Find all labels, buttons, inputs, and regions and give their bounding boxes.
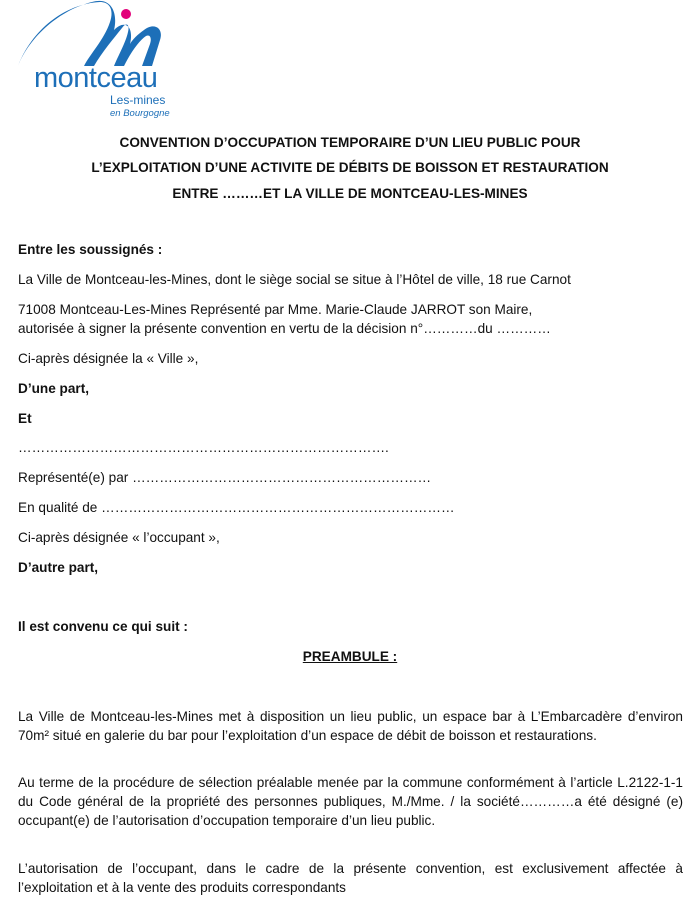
occupant-name-blank: ……………………………………………………………………….	[18, 440, 389, 455]
document-title-line-3: ENTRE ………ET LA VILLE DE MONTCEAU-LES-MINES	[172, 186, 528, 201]
ville-address-line-1: La Ville de Montceau-les-Mines, dont le siège social se situe à l’Hôtel de ville, 18 rue Carnot	[18, 272, 571, 287]
logo-wordmark: montceau	[34, 62, 158, 94]
preamble-paragraph-2: Au terme de la procédure de sélection préalable menée par la commune conformément à l’article L.2122-1-1 du Code général de la propriété des personnes publiques, M./Mme. / la société…………a été désigné (e) occupant(e) de l’autorisation d’occupation temporaire d’un lieu public.	[18, 775, 683, 828]
agreement-heading: Il est convenu ce qui suit :	[18, 619, 188, 634]
montceau-logo	[14, 0, 184, 125]
and-label: Et	[18, 411, 32, 426]
parties-heading: Entre les soussignés :	[18, 242, 163, 257]
preamble-paragraph-3: L’autorisation de l’occupant, dans le cadre de la présente convention, est exclusivement affectée à l’exploitation et à la vente des produits correspondants	[18, 861, 683, 895]
preamble-heading: PREAMBULE :	[302, 649, 398, 664]
ville-address-line-2: 71008 Montceau-Les-Mines Représenté par Mme. Marie-Claude JARROT son Maire,	[18, 302, 533, 317]
preamble-paragraph-1: La Ville de Montceau-les-Mines met à disposition un lieu public, un espace bar à L’Embarcadère d’environ 70m² situé en galerie du bar pour l’exploitation d’un espace de débit de boisson et restaurations.	[18, 709, 683, 743]
second-party-label: D’autre part,	[18, 560, 99, 575]
ville-designation: Ci-après désignée la « Ville »,	[18, 351, 199, 366]
logo-swoosh-icon	[14, 0, 184, 70]
represented-by-line: Représenté(e) par …………………………………………………………	[18, 470, 432, 485]
first-party-label: D’une part,	[18, 381, 89, 396]
logo-subtitle: Les-mines	[110, 93, 166, 107]
capacity-line: En qualité de ……………………………………………………………………	[18, 500, 455, 515]
document-title-line-2: L’EXPLOITATION D’UNE ACTIVITE DE DÉBITS DE BOISSON ET RESTAURATION	[91, 160, 609, 175]
document-title-line-1: CONVENTION D’OCCUPATION TEMPORAIRE D’UN LIEU PUBLIC POUR	[119, 135, 581, 150]
logo-region: en Bourgogne	[110, 108, 170, 119]
ville-address-line-3: autorisée à signer la présente convention en vertu de la décision n°…………du …………	[18, 321, 551, 336]
occupant-designation: Ci-après désignée « l’occupant »,	[18, 530, 220, 545]
